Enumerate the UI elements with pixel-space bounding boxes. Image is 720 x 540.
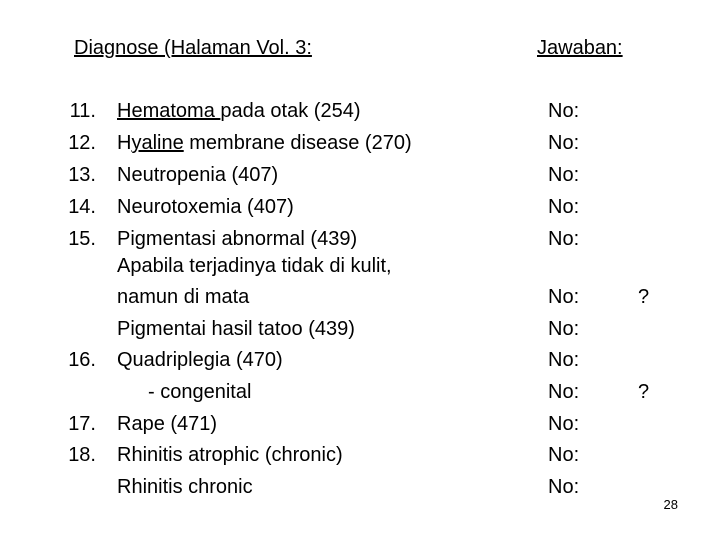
row-number: 16. bbox=[68, 349, 96, 371]
answer-field: No: bbox=[548, 228, 580, 250]
diagnosis-item: Neurotoxemia (407) bbox=[117, 196, 294, 218]
answer-field: No: bbox=[548, 132, 580, 154]
row-number: 13. bbox=[68, 164, 96, 186]
page-number: 28 bbox=[663, 497, 678, 512]
row-number: 14. bbox=[68, 196, 96, 218]
answer-field: No: bbox=[548, 349, 580, 371]
diagnosis-item bbox=[117, 99, 360, 123]
diagnosis-item: Pigmentasi abnormal (439) bbox=[117, 228, 358, 250]
row-number: 12. bbox=[68, 132, 96, 154]
answer-field: No: bbox=[548, 100, 580, 122]
answer-field: No: bbox=[548, 286, 580, 308]
answer-header: Jawaban: bbox=[537, 37, 623, 59]
underlined-text: Hematoma bbox=[117, 100, 221, 122]
answer-field: No: bbox=[548, 318, 580, 340]
row-number: 15. bbox=[68, 228, 96, 250]
row-number: 17. bbox=[68, 413, 96, 435]
answer-field: No: bbox=[548, 476, 580, 498]
answer-field: No: bbox=[548, 413, 580, 435]
underlined-text: yaline bbox=[131, 132, 184, 154]
item-text: pada otak (254) bbox=[220, 100, 361, 122]
diagnosis-item: Rhinitis atrophic (chronic) bbox=[117, 444, 343, 466]
diagnosis-subitem: Rhinitis chronic bbox=[117, 476, 253, 498]
diagnosis-item: Rape (471) bbox=[117, 413, 218, 435]
diagnosis-subitem: Apabila terjadinya tidak di kulit, bbox=[117, 255, 392, 277]
row-number: 18. bbox=[68, 444, 96, 466]
item-text: H bbox=[117, 132, 132, 154]
item-text: membrane disease (270) bbox=[183, 132, 412, 154]
diagnosis-subitem: Pigmentai hasil tatoo (439) bbox=[117, 318, 355, 340]
diagnosis-header: Diagnose (Halaman Vol. 3: bbox=[74, 37, 312, 59]
question-mark: ? bbox=[638, 286, 650, 308]
diagnosis-item: Neutropenia (407) bbox=[117, 164, 279, 186]
diagnosis-subitem: namun di mata bbox=[117, 286, 250, 308]
question-mark: ? bbox=[638, 381, 650, 403]
answer-field: No: bbox=[548, 164, 580, 186]
diagnosis-item: Quadriplegia (470) bbox=[117, 349, 283, 371]
answer-field: No: bbox=[548, 196, 580, 218]
answer-field: No: bbox=[548, 381, 580, 403]
answer-field: No: bbox=[548, 444, 580, 466]
diagnosis-item bbox=[117, 131, 412, 155]
row-number: 11. bbox=[69, 100, 96, 122]
diagnosis-subitem: - congenital bbox=[148, 381, 252, 403]
